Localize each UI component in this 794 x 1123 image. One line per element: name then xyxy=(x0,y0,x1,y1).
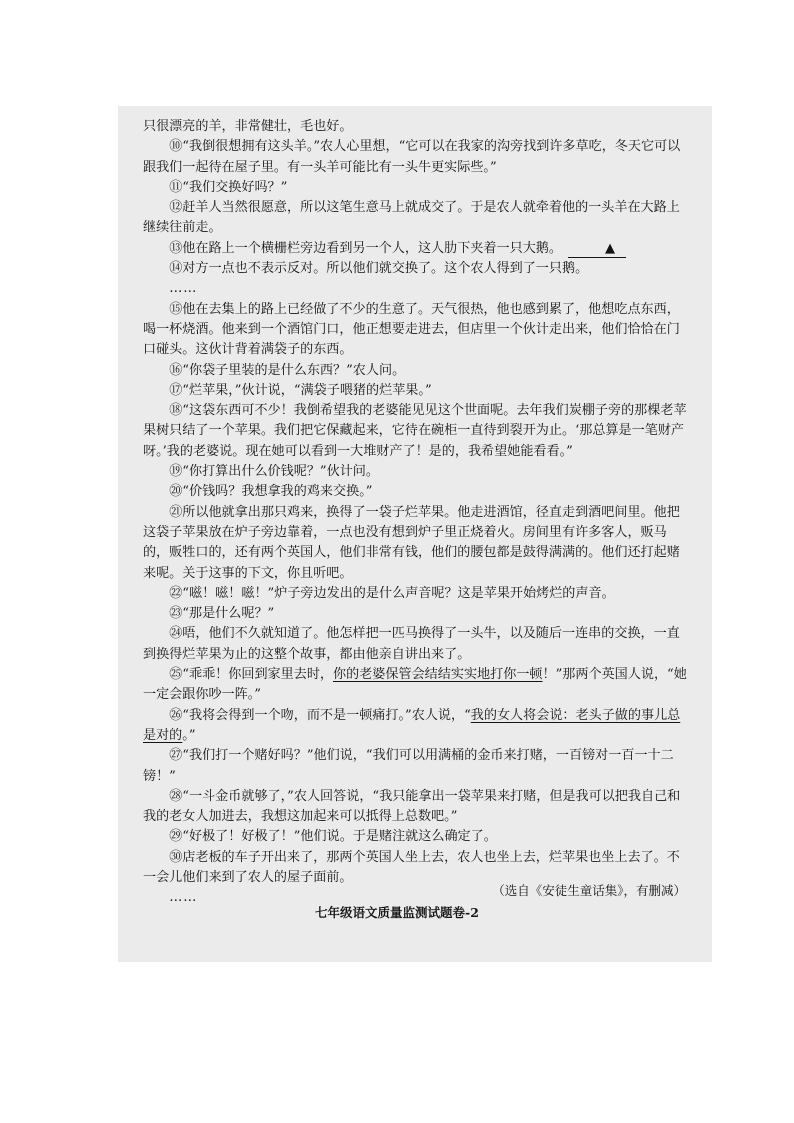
paragraph-25 xyxy=(143,665,691,706)
paragraph-text-pre: “乖乖！你回到家里去时， xyxy=(182,667,334,683)
paragraph-27 xyxy=(143,746,691,787)
paragraph-10 xyxy=(143,137,691,178)
paragraph-text: “你打算出什么价钱呢？”伙计问。 xyxy=(182,464,379,480)
ellipsis-text: …… xyxy=(169,281,198,297)
paragraph-text: “好极了！好极了！”他们说。于是赌注就这么确定了。 xyxy=(182,829,497,845)
paragraph-number: ㉚ xyxy=(169,849,183,865)
paragraph-19 xyxy=(143,462,691,482)
paragraph-text: 唔，他们不久就知道了。他怎样把一匹马换得了一头牛，以及随后一连串的交换，一直到换得烂苹果为止的这整个故事，都由他亲自讲出来了。 xyxy=(143,626,680,662)
paragraph-number: ⑲ xyxy=(169,464,183,480)
reading-passage xyxy=(143,117,691,909)
paragraph-18 xyxy=(143,401,691,462)
paragraph-text: “你袋子里装的是什么东西？”农人问。 xyxy=(182,362,406,378)
paragraph-text: “一斗金币就够了，”农人回答说，“我只能拿出一袋苹果来打赌，但是我可以把我自己和我的老女人加进去，我想这加起来可以抵得上总数吧。” xyxy=(143,788,681,825)
paragraph-text: 只很漂亮的羊，非常健壮，毛也好。 xyxy=(143,119,353,134)
paragraph-text: 赶羊人当然很愿意，所以这笔生意马上就成交了。于是农人就牵着他的一头羊在大路上继续往前走。 xyxy=(143,200,680,236)
paragraph-number: ㉕ xyxy=(169,667,183,683)
paragraph-12 xyxy=(143,198,691,239)
source-citation: （选自《安徒生童话集》，有删减） xyxy=(492,883,686,898)
paragraph-number: ㉑ xyxy=(169,504,183,520)
paragraph-text: “我们交换好吗？” xyxy=(182,179,288,195)
paragraph-number: ⑬ xyxy=(169,240,183,256)
paragraph-text: “烂苹果，”伙计说，“满袋子喂猪的烂苹果。” xyxy=(182,382,432,398)
paragraph-text: 他在路上一个横栅栏旁边看到另一个人，这人肋下夹着一只大鹅。 xyxy=(182,240,562,256)
paragraph-text: “我们打一个赌好吗？”他们说，“我们可以用满桶的金币来打赌，一百镑对一百一十二镑！” xyxy=(143,748,674,784)
paragraph-number: ㉓ xyxy=(169,606,183,622)
paragraph-number: ㉗ xyxy=(169,748,183,764)
paragraph-number: ㉖ xyxy=(169,707,183,723)
ellipsis-line xyxy=(143,279,691,299)
paragraph-28 xyxy=(143,787,691,828)
paragraph-text: 所以他就拿出那只鸡来，换得了一袋子烂苹果。他走进酒馆，径直走到酒吧间里。他把这袋子苹果放在炉子旁边靠着，一点也没有想到炉子里正烧着火。房间里有许多客人，贩马的，贩牲口的，还有两个英国人，他们非常有钱，他们的腰包都是鼓得满满的。他们还打起赌来呢。关于这事的下文，你且听吧。 xyxy=(143,504,680,581)
paragraph-number: ⑩ xyxy=(169,139,183,155)
paragraph-16 xyxy=(143,361,691,381)
paragraph-continuation xyxy=(143,117,691,137)
paragraph-number: ㉒ xyxy=(169,585,183,601)
paragraph-29 xyxy=(143,827,691,847)
page-footer: 七年级语文质量监测试题卷-2 xyxy=(315,905,479,920)
paragraph-text: 店老板的车子开出来了，那两个英国人坐上去，农人也坐上去，烂苹果也坐上去了。不一会儿他们来到了农人的屋子面前。 xyxy=(143,849,680,885)
paragraph-17 xyxy=(143,381,691,401)
paragraph-number: ⑫ xyxy=(169,200,183,216)
paragraph-21 xyxy=(143,503,691,584)
paragraph-number: ⑯ xyxy=(169,362,183,378)
underlined-sentence: 你的老婆保管会结结实实地打你一顿 xyxy=(333,667,543,683)
paragraph-number: ⑮ xyxy=(169,301,183,317)
paragraph-text: “嗞！嗞！嗞！”炉子旁边发出的是什么声音呢？这是苹果开始烤烂的声音。 xyxy=(182,585,615,601)
underlined-sentence: 我的女人将会说：老头子做的事儿总是对的 xyxy=(143,707,681,743)
paragraph-20 xyxy=(143,482,691,502)
paragraph-22 xyxy=(143,584,691,604)
paragraph-text: “我倒很想拥有这头羊。”农人心里想，“它可以在我家的沟旁找到许多草吃，冬天它可以跟我们一起待在屋子里。有一头羊可能比有一头牛更实际些。” xyxy=(143,139,681,175)
ellipsis-text: …… xyxy=(169,890,198,906)
paragraph-14 xyxy=(143,259,691,279)
paragraph-number: ㉔ xyxy=(169,626,183,642)
paragraph-number: ⑰ xyxy=(169,382,183,398)
paragraph-26 xyxy=(143,706,691,747)
paragraph-number: ㉘ xyxy=(169,788,183,804)
paragraph-23 xyxy=(143,604,691,624)
answer-blank[interactable]: ▲ xyxy=(568,241,626,258)
paragraph-11 xyxy=(143,178,691,198)
paragraph-text: “这袋东西可不少！我倒希望我的老婆能见见这个世面呢。去年我们炭棚子旁的那棵老苹果树只结了一个苹果。我们把它保藏起来，它待在碗柜一直待到裂开为止。‘那总算是一笔财产呀。’我的老婆说。现在她可以看到一大堆财产了！是的，我希望她能看看。” xyxy=(143,403,687,459)
paragraph-text: 对方一点也不表示反对。所以他们就交换了。这个农人得到了一只鹅。 xyxy=(182,261,589,277)
paragraph-text-post: 。” xyxy=(182,727,196,743)
paragraph-number: ⑱ xyxy=(169,403,183,419)
paragraph-number: ⑪ xyxy=(169,179,183,195)
paragraph-24 xyxy=(143,624,691,665)
paragraph-number: ㉙ xyxy=(169,829,183,845)
paragraph-text: 他在去集上的路上已经做了不少的生意了。天气很热，他也感到累了，他想吃点东西，喝一杯烧酒。他来到一个酒馆门口，他正想要走进去，但店里一个伙计走出来，他们恰恰在门口碰头。这伙计背着满袋子的东西。 xyxy=(143,301,680,358)
paragraph-number: ⑭ xyxy=(169,261,183,277)
paragraph-number: ⑳ xyxy=(169,484,183,500)
paragraph-text-post: ！”那两个英国人说，“她一定会跟你吵一阵。” xyxy=(143,667,687,703)
paragraph-text-pre: “我将会得到一个吻，而不是一顿痛打。”农人说，“ xyxy=(182,707,471,723)
paragraph-15 xyxy=(143,300,691,361)
paragraph-text: “价钱吗？我想拿我的鸡来交换。” xyxy=(182,484,373,500)
paragraph-text: “那是什么呢？” xyxy=(182,606,275,622)
paragraph-13 xyxy=(143,239,691,259)
